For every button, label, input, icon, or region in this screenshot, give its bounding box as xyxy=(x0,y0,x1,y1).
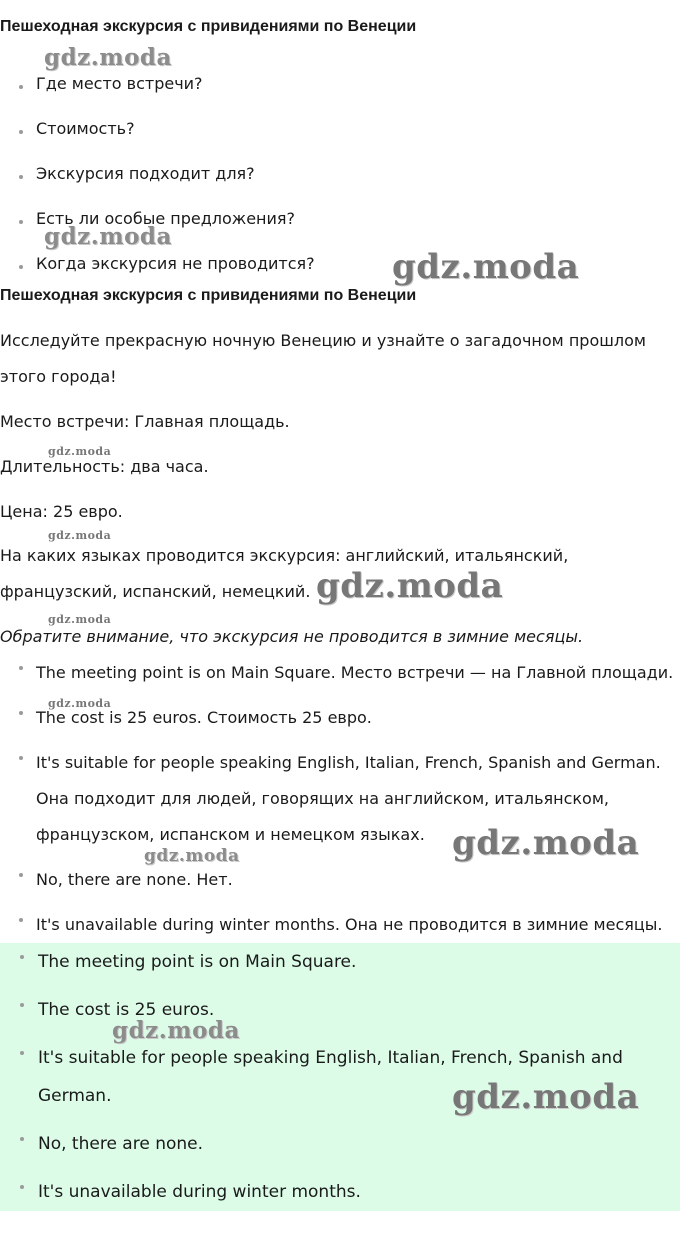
watermark-logo: gdz.moda xyxy=(392,247,580,287)
meeting-text: Место встречи: Главная площадь. xyxy=(0,412,290,431)
answer-item-2: The cost is 25 euros. Стоимость 25 евро. xyxy=(0,700,673,736)
watermark-logo: gdz.moda xyxy=(144,846,240,866)
watermark-logo: gdz.moda xyxy=(44,44,172,71)
english-answer-5: It's unavailable during winter months. xyxy=(0,1173,623,1211)
answers-translated-list xyxy=(0,655,673,943)
answer-box xyxy=(0,943,680,1211)
answer-item-5: It's unavailable during winter months. Она не проводится в зимние месяцы. xyxy=(0,907,673,943)
watermark-logo: gdz.moda xyxy=(316,566,504,606)
intro-line-1: Исследуйте прекрасную ночную Венецию и узнайте о загадочном прошлом xyxy=(0,331,646,350)
watermark-logo: gdz.moda xyxy=(112,1017,240,1044)
answer-item-3-cont-1: Она подходит для людей, говорящих на английском, итальянском, xyxy=(36,789,609,808)
answer-item-4: No, there are none. Нет. xyxy=(0,862,673,898)
watermark-logo: gdz.moda xyxy=(44,223,172,250)
questions-list xyxy=(0,74,315,299)
title-1: Пешеходная экскурсия с привидениями по Венеции xyxy=(0,18,417,35)
english-answer-3: It's suitable for people speaking English, Italian, French, Spanish and xyxy=(0,1039,623,1077)
watermark-logo: gdz.moda xyxy=(452,823,640,863)
watermark-logo: gdz.moda xyxy=(452,1077,640,1117)
duration-text: Длительность: два часа. xyxy=(0,457,209,476)
question-item-4: Есть ли особые предложения? xyxy=(0,209,315,254)
answers-english-list xyxy=(0,943,623,1211)
watermark-logo: gdz.moda xyxy=(48,613,112,626)
intro-line-2: этого города! xyxy=(0,367,117,386)
question-item-5: Когда экскурсия не проводится? xyxy=(0,254,315,299)
watermark-logo: gdz.moda xyxy=(48,445,112,458)
title-2: Пешеходная экскурсия с привидениями по Венеции xyxy=(0,287,417,304)
english-answer-2: The cost is 25 euros. xyxy=(0,991,623,1029)
languages-line-2: французский, испанский, немецкий. xyxy=(0,582,311,601)
english-answer-3-cont: German. xyxy=(38,1086,112,1106)
question-item-1: Где место встречи? xyxy=(0,74,315,119)
english-answer-4: No, there are none. xyxy=(0,1125,623,1163)
english-answer-1: The meeting point is on Main Square. xyxy=(0,943,623,981)
note-text: Обратите внимание, что экскурсия не проводится в зимние месяцы. xyxy=(0,627,584,646)
price-text: Цена: 25 евро. xyxy=(0,502,123,521)
question-item-2: Стоимость? xyxy=(0,119,315,164)
answer-item-3: It's suitable for people speaking English, Italian, French, Spanish and German. xyxy=(0,745,673,781)
answer-item-1: The meeting point is on Main Square. Место встречи — на Главной площади. xyxy=(0,655,673,691)
question-item-3: Экскурсия подходит для? xyxy=(0,164,315,209)
languages-line-1: На каких языках проводится экскурсия: английский, итальянский, xyxy=(0,546,569,565)
watermark-logo: gdz.moda xyxy=(48,697,112,710)
answer-item-3-cont-2: французском, испанском и немецком языках. xyxy=(36,825,425,844)
watermark-logo: gdz.moda xyxy=(48,529,112,542)
